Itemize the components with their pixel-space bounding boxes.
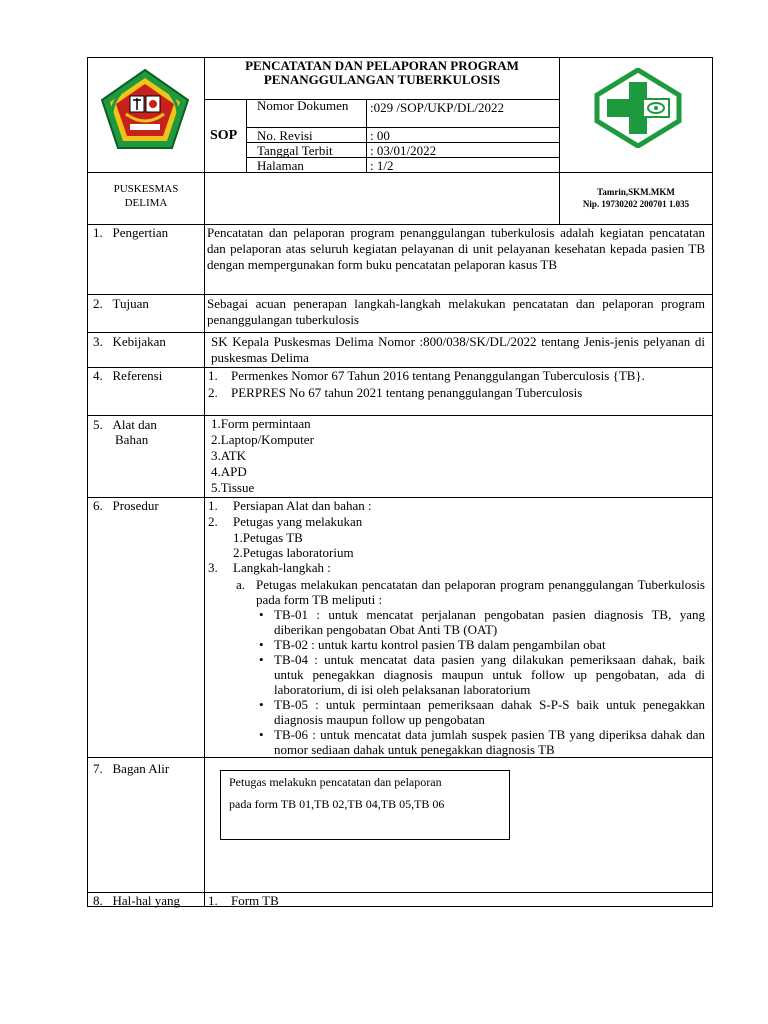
bullet-text: TB-01 : untuk mencatat perjalanan pengobatan pasien diagnosis TB, yang diberikan pengobatan Obat Anti TB (OAT) [274,607,705,637]
content-prosedur [208,498,705,757]
label-bagan-alir [93,761,169,776]
meta-value-tanggal: : 03/01/2022 [370,143,437,158]
a-text: Petugas melakukan pencatatan dan pelaporan program penanggulangan Tuberkulosis pada form TB meliputi : [256,577,705,607]
row-label: Bagan Alir [112,761,170,776]
puskesmas-line-2: DELIMA [124,197,168,209]
label-alat-bahan [93,417,157,447]
row-num: 8. [93,893,103,908]
bullet-icon: • [259,697,264,712]
step-2-sub [208,530,705,560]
puskesmas-cross-logo [593,68,683,148]
alat-item: 3.ATK [211,448,247,463]
flowchart-line-1: Petugas melakukn pencatatan dan pelaporan [229,775,442,789]
meta-label-text: Nomor Dokumen [257,98,349,113]
content-tujuan: Sebagai acuan penerapan langkah-langkah melakukan pencatatan dan pelaporan program penanggulangan tuberkulosis [207,296,705,327]
referensi-item-1 [208,368,705,384]
label-referensi [93,368,162,383]
meta-label-nomor [257,99,365,113]
sub-item: 1.Petugas TB [233,530,303,545]
step-num: 1. [208,498,218,513]
row-num: 2. [93,296,103,311]
step-num: 2. [208,514,218,529]
title-line-1: PENCATATAN DAN PELAPORAN PROGRAM [245,58,519,73]
tb-form-item [256,727,705,757]
prosedur-step-1 [208,498,705,513]
step-text: Persiapan Alat dan bahan : [233,498,372,513]
flowchart-box [220,770,510,840]
bullet-icon: • [259,652,264,667]
item-text: PERPRES No 67 tahun 2021 tentang penanggulangan Tuberculosis [231,385,583,400]
bullet-icon: • [259,607,264,622]
meta-value-nomor: :029 /SOP/UKP/DL/2022 [370,100,504,115]
row-num: 4. [93,368,103,383]
row-label: Kebijakan [112,334,166,349]
row-label: Pengertian [112,225,169,240]
sub-text [256,577,705,607]
item-num: 2. [208,385,218,400]
meta-label-halaman: Halaman [257,158,304,173]
sop-label: SOP [210,128,238,143]
content-pengertian: Pencatatan dan pelaporan program penanggulangan tuberkulosis adalah kegiatan pencatatan dan pelaporan atas seluruh kegiatan pelayanan di unit pelayanan kesehatan kepada pasien TB dengan mempergunakan form buku pencatatan pelaporan kasus TB [207,225,705,272]
row-label: Alat dan [112,417,157,432]
row-num: 5. [93,417,103,432]
item-num: 1. [208,368,218,383]
document-title [205,59,559,87]
row-num: 6. [93,498,103,513]
tb-form-item [256,637,705,652]
step-num: 3. [208,560,218,575]
district-seal-logo [100,68,190,150]
step-text: Langkah-langkah : [233,560,331,575]
row-label: Tujuan [112,296,149,311]
alat-item: 2.Laptop/Komputer [211,432,314,447]
prosedur-step-3 [208,560,705,575]
alat-item: 4.APD [211,464,247,479]
label-pengertian [93,225,168,240]
signer-name: Tamrin,SKM.MKM [597,187,675,197]
meta-label-tanggal: Tanggal Terbit [257,143,333,158]
row-num: 1. [93,225,103,240]
row-label: Hal-hal yang [112,893,181,908]
tb-form-item [256,697,705,727]
tb-form-list [208,607,705,757]
bullet-text: TB-04 : untuk mencatat data pasien yang dilakukan pemeriksaan dahak, baik untuk penegakkan diagnosis maupun untuk follow up pengobatan, ada di laboratorium, di isi oleh pelaksanan laboratorium [274,652,705,697]
content-alat-bahan [211,416,314,496]
bullet-text: TB-02 : untuk kartu kontrol pasien TB dalam pengambilan obat [274,637,606,652]
bullet-text: TB-05 : untuk permintaan pemeriksaan dahak S-P-S baik untuk penegakkan diagnosis maupun follow up pengobatan [274,697,705,727]
label-prosedur [93,498,159,513]
tb-form-item [256,607,705,637]
bullet-icon: • [259,727,264,742]
content-referensi [208,368,705,401]
signer-nip: Nip. 19730202 200701 1.035 [582,199,690,209]
label-hal-hal [93,893,180,908]
item-num: 1. [208,893,218,908]
referensi-item-2 [208,385,705,401]
row-num: 7. [93,761,103,776]
puskesmas-name [88,182,204,210]
bullet-text: TB-06 : untuk mencatat data jumlah suspek pasien TB yang diperiksa dahak dan nomor sediaan dahak untuk penegakkan diagnosis TB [274,727,705,757]
item-text: Permenkes Nomor 67 Tahun 2016 tentang Penanggulangan Tuberculosis {TB}. [231,368,645,383]
alat-item: 5.Tissue [211,480,255,495]
step-text: Petugas yang melakukan [233,514,363,529]
row-num: 3. [93,334,103,349]
sub-item: 2.Petugas laboratorium [233,545,354,560]
prosedur-step-2 [208,514,705,529]
row-label: Prosedur [112,498,159,513]
bullet-icon: • [259,637,264,652]
tb-form-item [256,652,705,697]
meta-value-revisi: : 00 [370,128,390,143]
title-line-2: PENANGGULANGAN TUBERKULOSIS [263,72,501,87]
content-kebijakan: SK Kepala Puskesmas Delima Nomor :800/038/SK/DL/2022 tentang Jenis-jenis pelyanan di puskesmas Delima [211,334,705,365]
row-label-line-2: Bahan [115,432,149,447]
row-label: Referensi [112,368,163,383]
signer-block [560,186,712,210]
label-kebijakan [93,334,166,349]
item-text: Form TB [231,893,279,908]
meta-label-revisi: No. Revisi [257,128,313,143]
step-3-a [208,577,705,607]
flowchart-line-2: pada form TB 01,TB 02,TB 04,TB 05,TB 06 [229,797,445,811]
sub-letter: a. [236,577,246,592]
alat-item: 1.Form permintaan [211,416,311,431]
puskesmas-line-1: PUSKESMAS [113,183,179,195]
meta-value-halaman: : 1/2 [370,158,394,173]
content-hal-hal [208,893,279,908]
label-tujuan [93,296,149,311]
